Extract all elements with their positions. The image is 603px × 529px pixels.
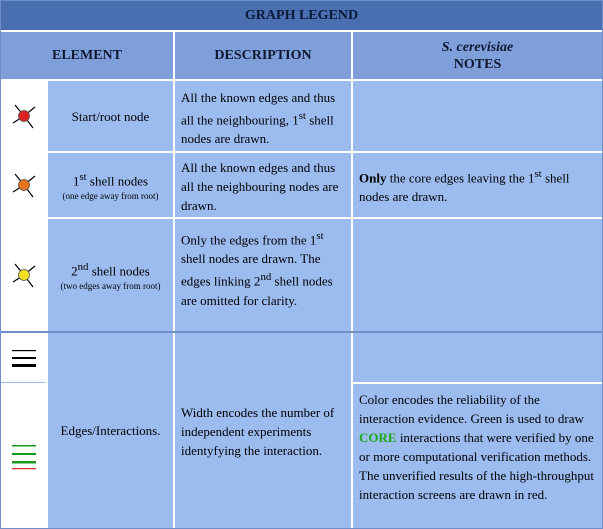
first-shell-icon-cell	[1, 153, 46, 217]
edge-color-icon-cell	[1, 384, 46, 528]
second-shell-sup: nd	[77, 260, 89, 273]
root-desc-text-1: All the known edges and thus all the neighbouring, 1	[181, 90, 336, 128]
first-shell-sup: st	[79, 170, 87, 183]
root-node-icon	[9, 101, 39, 131]
edges-label-cell	[48, 333, 173, 528]
legend-title: GRAPH LEGEND	[1, 1, 602, 31]
header-element-label: ELEMENT	[51, 48, 122, 63]
second-shell-node-icon	[9, 260, 39, 290]
edges-notes-text-1: Color encodes the reliability of the interaction evidence. Green is used to draw	[359, 392, 584, 426]
second-shell-description	[175, 219, 351, 331]
second-shell-rest: shell nodes	[88, 263, 150, 279]
root-node-label-cell	[48, 81, 173, 151]
first-shell-label-cell	[48, 153, 173, 217]
edge-width-icon	[10, 348, 38, 368]
header-description-label: DESCRIPTION	[214, 48, 312, 63]
root-node-icon-cell	[1, 81, 46, 151]
second-shell-icon-cell	[1, 219, 46, 331]
second-desc-text-1: Only the edges from the 1	[181, 232, 317, 248]
first-shell-description: All the known edges and thus all the neighbouring nodes are drawn.	[175, 153, 351, 217]
second-desc-text-2: shell nodes are drawn. The edges linking 2	[181, 251, 321, 289]
first-shell-node-icon	[9, 170, 39, 200]
first-shell-sublabel: (one edge away from root)	[62, 191, 159, 202]
second-shell-label	[71, 258, 150, 280]
root-node-label: Start/root node	[71, 108, 150, 124]
second-desc-sup-1: st	[316, 230, 324, 242]
first-shell-notes	[353, 153, 602, 217]
first-shell-num: 1	[72, 173, 80, 189]
root-node-description	[175, 81, 351, 151]
edges-notes	[353, 384, 602, 528]
first-shell-rest: shell nodes	[86, 173, 149, 189]
second-shell-label-cell	[48, 219, 173, 331]
first-notes-sup: st	[534, 168, 542, 180]
edges-notes-text-2: interactions that were verified by one or more computational verification methods. The unverified results of the high-throughput interaction screens are drawn in red.	[359, 430, 595, 502]
root-desc-text-2: shell nodes are drawn.	[181, 112, 334, 147]
edges-notes-top	[353, 333, 602, 383]
root-node-notes	[353, 81, 602, 151]
header-description	[175, 32, 351, 79]
edges-label: Edges/Interactions.	[60, 423, 161, 438]
first-notes-text-2: shell nodes are drawn.	[359, 170, 570, 205]
header-notes-label: NOTES	[453, 56, 502, 72]
header-element	[1, 32, 173, 79]
second-desc-text-3: shell nodes are omitted for clarity.	[181, 273, 333, 308]
header-notes	[353, 32, 602, 79]
second-shell-num: 2	[71, 263, 78, 279]
second-shell-sublabel: (two edges away from root)	[60, 281, 161, 292]
header-notes-species: S. cerevisiae	[441, 39, 514, 55]
edge-color-icon	[10, 441, 38, 471]
second-shell-notes	[353, 219, 602, 331]
root-desc-sup: st	[298, 110, 306, 122]
edges-description: Width encodes the number of independent experiments identyfying the interaction.	[175, 333, 351, 528]
core-keyword: CORE	[359, 430, 397, 445]
first-notes-text-1: the core edges leaving the 1	[386, 170, 535, 186]
edge-width-icon-cell	[1, 333, 46, 383]
first-notes-bold: Only	[359, 170, 387, 186]
second-desc-sup-2: nd	[260, 271, 272, 284]
first-shell-label	[73, 168, 148, 190]
